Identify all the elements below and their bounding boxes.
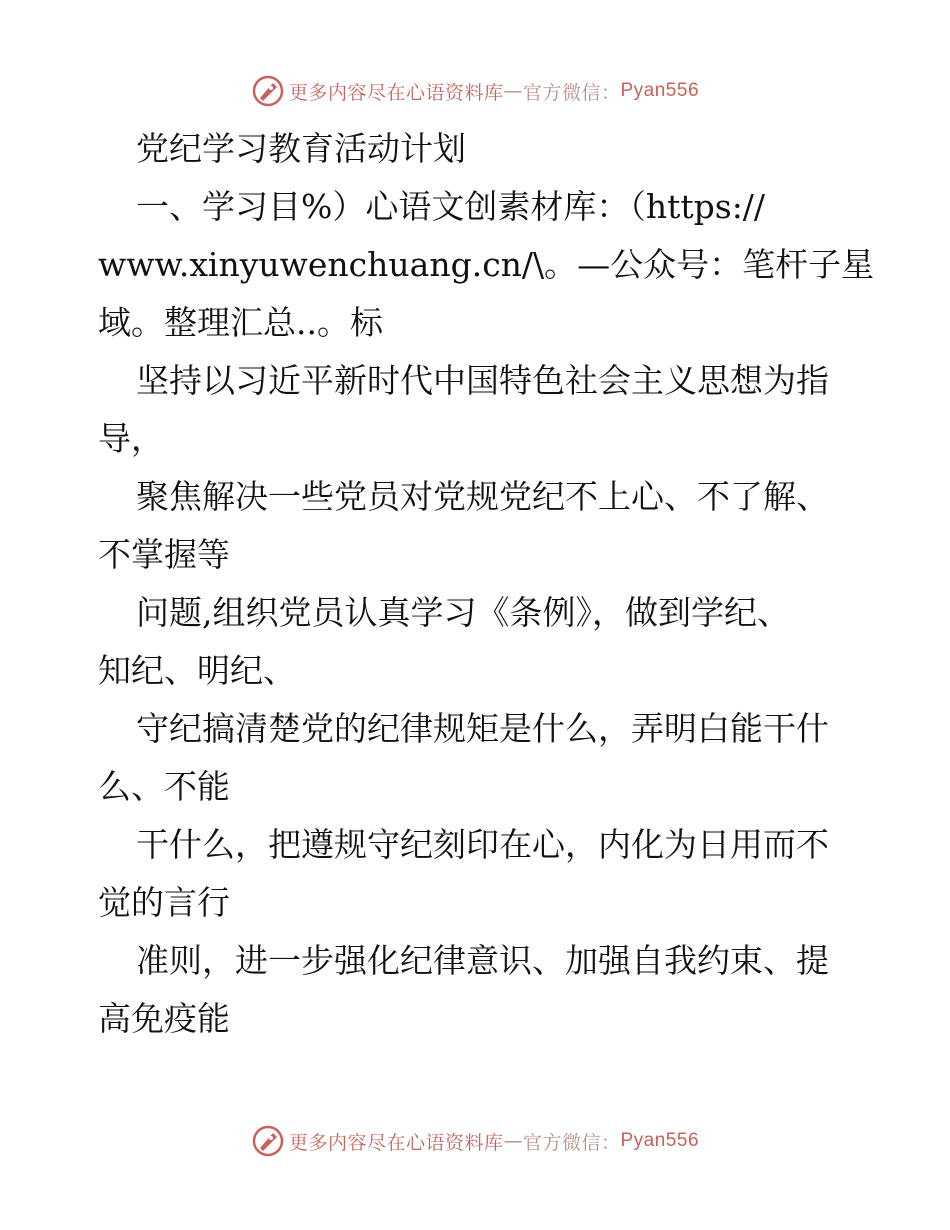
document-body: [98, 120, 875, 1048]
watermark-main-text: 更多内容尽在心语资料库: [288, 1131, 504, 1154]
watermark-wechat-id: Pyan556: [620, 1130, 700, 1151]
watermark-sub-text: 官方微信：: [522, 1131, 621, 1154]
pen-nib-logo-icon: [251, 74, 285, 108]
document-line: 准则，进一步强化纪律意识、加强自我约束、提: [136, 941, 829, 980]
watermark-sub-text: 官方微信：: [522, 81, 621, 104]
document-line: 导，: [98, 419, 164, 458]
document-line: 域。整理汇总..。标: [98, 303, 383, 342]
document-line: 坚持以习近平新时代中国特色社会主义思想为指: [136, 361, 829, 400]
document-line: 么、不能: [98, 767, 230, 806]
pen-nib-logo-icon: [251, 1124, 285, 1158]
watermark-separator: —: [503, 80, 523, 102]
document-line: 知纪、明纪、: [98, 651, 296, 690]
document-line: 不掌握等: [98, 535, 230, 574]
header-watermark: [0, 74, 950, 108]
document-line: www.xinyuwenchuang.cn/\。—公众号：笔杆子星: [98, 245, 875, 284]
document-line: 觉的言行: [98, 883, 230, 922]
document-line: 一、学习目%）心语文创素材库：（https://: [136, 187, 766, 226]
document-line: 问题,组织党员认真学习《条例》，做到学纪、: [136, 593, 790, 632]
document-line: 高免疫能: [98, 999, 230, 1038]
document-line: 聚焦解决一些党员对党规党纪不上心、不了解、: [136, 477, 829, 516]
footer-watermark: [0, 1124, 950, 1158]
document-title: 党纪学习教育活动计划: [136, 129, 466, 168]
watermark-main-text: 更多内容尽在心语资料库: [288, 81, 504, 104]
watermark-separator: —: [503, 1130, 523, 1152]
document-line: 干什么，把遵规守纪刻印在心，内化为日用而不: [136, 825, 829, 864]
watermark-wechat-id: Pyan556: [620, 80, 700, 101]
document-line: 守纪搞清楚党的纪律规矩是什么，弄明白能干什: [136, 709, 829, 748]
